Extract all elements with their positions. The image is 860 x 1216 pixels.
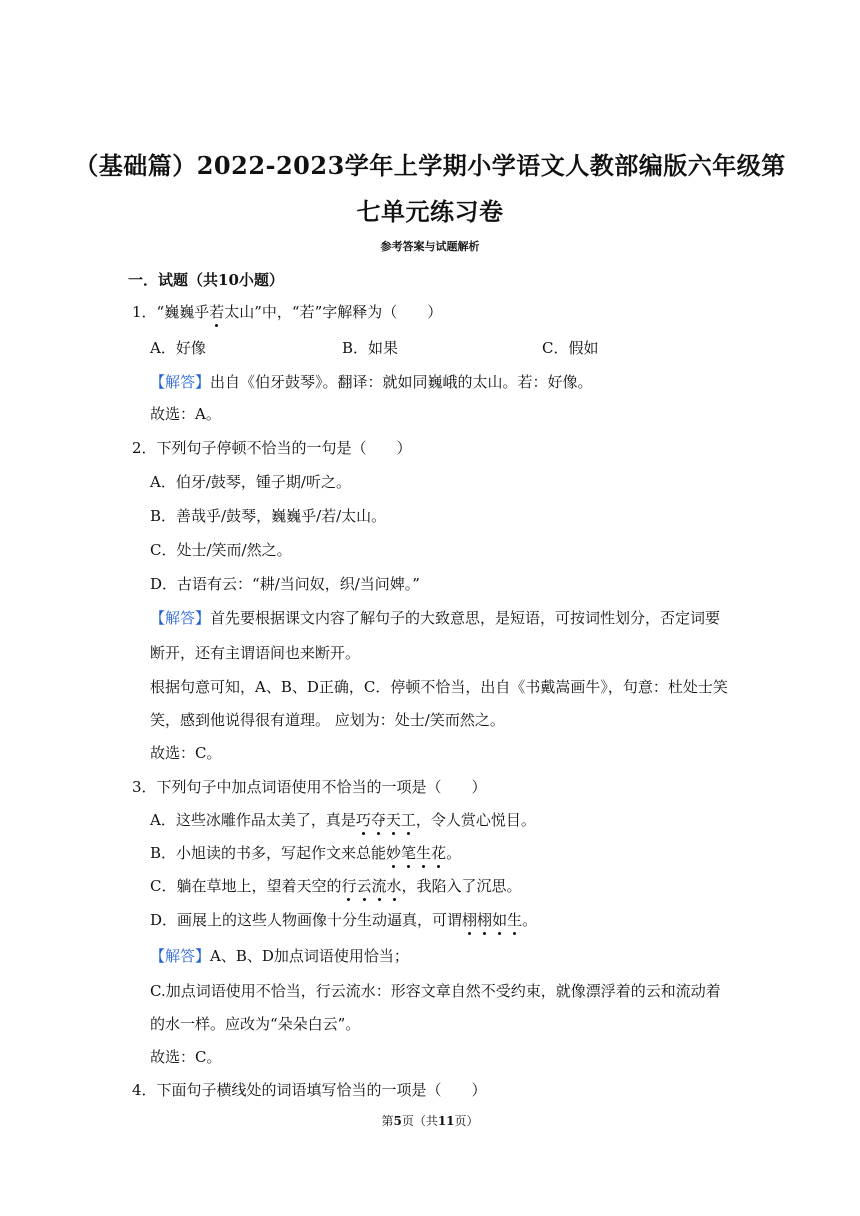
title-line-1: （基础篇）2022-2023学年上学期小学语文人教部编版六年级第: [74, 151, 786, 180]
answer-tag: 【解答】: [150, 609, 211, 627]
q4-stem: 4．下面句子横线处的词语填写恰当的一项是（ ）: [132, 1081, 487, 1099]
section-heading: 一．试题（共10小题）: [128, 271, 284, 289]
q2-option-b: B．善哉乎/鼓琴，巍巍乎/若/太山。: [150, 507, 387, 525]
q2-answer-line-3: 根据句意可知，A、B、D正确，C．停顿不恰当，出自《书戴嵩画牛》，句意：杜处士笑: [150, 678, 728, 696]
page-number: 5: [393, 1114, 402, 1128]
q2-option-d: D．古语有云：“耕/当问奴，织/当问婢。”: [150, 575, 420, 593]
q3-option-a: A．这些冰雕作品太美了，真是巧夺天工，令人赏心悦目。: [150, 811, 536, 829]
q3-answer-line-1: 【解答】A、B、D加点词语使用恰当；: [150, 947, 409, 965]
q1-option-a: A．好像: [150, 339, 206, 357]
q1-dotted-char: 若: [209, 303, 225, 321]
q1-choice: 故选：A。: [150, 405, 221, 423]
q3-a-dotted-word: 巧夺天工: [355, 811, 416, 829]
q3-stem: 3．下列句子中加点词语使用不恰当的一项是（ ）: [132, 778, 487, 796]
page-total: 11: [437, 1114, 455, 1128]
page-footer: 第5页（共11页）: [381, 1114, 479, 1128]
q3-option-c: C．躺在草地上，望着天空的行云流水，我陷入了沉思。: [150, 877, 522, 895]
q2-stem: 2．下列句子停顿不恰当的一句是（ ）: [132, 439, 412, 457]
q3-b-dotted-word: 妙笔生花: [386, 844, 447, 862]
q3-d-dotted-word: 栩栩如生: [462, 911, 523, 929]
q2-option-c: C．处士/笑而/然之。: [150, 541, 292, 559]
q2-choice: 故选：C。: [150, 744, 222, 762]
q3-answer-line-2: C.加点词语使用不恰当，行云流水：形容文章自然不受约束，就像漂浮着的云和流动着: [150, 982, 721, 1000]
q2-option-a: A．伯牙/鼓琴，锺子期/听之。: [150, 473, 351, 491]
q1-option-b: B．如果: [342, 339, 399, 357]
q3-option-d: D．画展上的这些人物画像十分生动逼真，可谓栩栩如生。: [150, 911, 538, 929]
answer-tag: 【解答】: [150, 947, 211, 965]
q2-answer-line-4: 笑，感到他说得很有道理。 应划为：处士/笑而然之。: [150, 711, 505, 729]
q1-stem: 1．“巍巍乎若太山”中，“若”字解释为（ ）: [132, 303, 443, 321]
title-line-2: 七单元练习卷: [356, 197, 504, 226]
q2-answer-line-2: 断开，还有主谓语间也来断开。: [150, 644, 361, 662]
q2-answer-line-1: 【解答】首先要根据课文内容了解句子的大致意思，是短语，可按词性划分，否定词要: [150, 609, 721, 627]
q3-option-b: B．小旭读的书多，写起作文来总能妙笔生花。: [150, 844, 462, 862]
q3-choice: 故选：C。: [150, 1048, 222, 1066]
answer-tag: 【解答】: [150, 373, 211, 391]
subtitle: 参考答案与试题解析: [380, 240, 480, 253]
q1-option-c: C．假如: [542, 339, 599, 357]
q1-answer: 【解答】出自《伯牙鼓琴》。翻译：就如同巍峨的太山。若：好像。: [150, 373, 593, 391]
q3-answer-line-3: 的水一样。应改为“朵朵白云”。: [150, 1015, 361, 1033]
q3-c-dotted-word: 行云流水: [341, 877, 402, 895]
